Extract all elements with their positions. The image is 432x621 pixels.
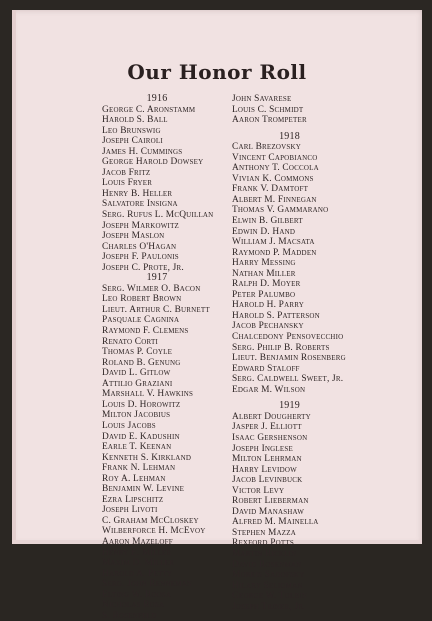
honor-roll-name: C. Graham McCloskey: [102, 515, 199, 526]
honor-roll-name: Isaac Gershenson: [232, 432, 308, 443]
honor-roll-name: Harry Messing: [232, 258, 296, 269]
honor-roll-name: Jacob Pechansky: [232, 321, 304, 332]
honor-roll-name: Edward Staloff: [232, 363, 300, 374]
honor-roll-name: Roland B. Genung: [102, 357, 181, 368]
honor-roll-name: Edwin D. Hand: [232, 226, 296, 237]
honor-roll-name: Joseph C. Prote, Jr.: [102, 262, 184, 273]
honor-roll-name: Marshall V. Hawkins: [102, 389, 194, 400]
honor-roll-name: Leo Brunswig: [102, 125, 161, 136]
honor-roll-name: Renato Corti: [102, 336, 158, 347]
document-page: [12, 10, 422, 621]
honor-roll-name: Aaron Mazeloff: [102, 536, 173, 547]
honor-roll-name: Lieut. Arthur C. Burnett: [102, 304, 210, 315]
honor-roll-name: Serg. Philip B. Roberts: [232, 342, 330, 353]
honor-roll-name: Milton Jacobius: [102, 410, 171, 421]
honor-roll-name: George C. Aronstamm: [102, 104, 196, 115]
honor-roll-name: Carl Brezovsky: [232, 142, 301, 153]
honor-roll-name: Attilio Graziani: [102, 378, 173, 389]
honor-roll-name: Joseph Inglese: [232, 443, 293, 454]
honor-roll-name: David Rosenman: [232, 559, 302, 570]
honor-roll-name: Harry Levidow: [232, 464, 297, 475]
honor-roll-name: Thomas P. Coyle: [102, 347, 173, 358]
honor-roll-name: Harold S. Patterson: [232, 310, 320, 321]
honor-roll-name: Harold A. Petty: [102, 568, 173, 579]
honor-roll-name: William J. Macsata: [232, 237, 315, 248]
honor-roll-name: Leo Robert Brown: [102, 294, 182, 305]
honor-roll-name: Henry E. Miller: [102, 547, 172, 558]
honor-roll-name: Frank V. Damtoft: [232, 184, 309, 195]
honor-roll-name: Earle T. Keenan: [102, 442, 172, 453]
honor-roll-name: Anthony T. Coccola: [232, 163, 319, 174]
honor-roll-name: Victor Levy: [232, 485, 285, 496]
honor-roll-name: Kenneth S. Kirkland: [102, 452, 192, 463]
honor-roll-name: Rexford Potts: [232, 538, 294, 549]
honor-roll-name: Serg. John Renneman: [102, 579, 193, 590]
honor-roll-name: James H. Cummings: [102, 146, 183, 157]
honor-roll-name: Elwin B. Gilbert: [232, 216, 303, 227]
honor-roll-name: Chalcedony Pensovecchio: [232, 332, 344, 343]
honor-roll-left-column: [102, 94, 252, 621]
honor-roll-name: Joseph Markowitz: [102, 220, 180, 231]
honor-roll-name: Harold S. Ball: [102, 115, 168, 126]
honor-roll-name: Ralph D. Moyer: [232, 279, 301, 290]
honor-roll-name: Peter Palumbo: [232, 289, 296, 300]
honor-roll-name: Pasquale Cagnina: [102, 315, 180, 326]
year-heading: 1918: [279, 130, 300, 142]
honor-roll-name: Raymond P. Madden: [232, 247, 317, 258]
year-heading: 1916: [146, 93, 168, 104]
honor-roll-name: John Savarese: [232, 94, 292, 104]
honor-roll-name: David E. Kadushin: [102, 431, 180, 442]
honor-roll-name: Albert M. Finnegan: [232, 194, 317, 205]
honor-roll-name: Louis Jacobs: [102, 420, 156, 431]
honor-roll-name: Joseph Triner, Jr.: [232, 601, 306, 612]
honor-roll-name: Milton Lehrman: [232, 454, 302, 465]
honor-roll-name: Nicholas Rosa: [102, 600, 165, 611]
honor-roll-name: Ezra Lipschitz: [102, 494, 164, 505]
honor-roll-name: Albert Dougherty: [232, 411, 311, 422]
honor-roll-name: Joseph F. Paulonis: [102, 252, 179, 263]
honor-roll-name: Wilberforce H. McEvoy: [102, 526, 206, 537]
honor-roll-name: Nathan Miller: [232, 268, 296, 279]
honor-roll-name: Stephen Mazza: [232, 527, 296, 538]
honor-roll-name: Jasper J. Elliott: [232, 422, 302, 433]
honor-roll-name: Robert Lieberman: [232, 496, 309, 507]
honor-roll-name: Serg. Rufus L. McQuillan: [102, 210, 214, 221]
honor-roll-name: Joseph Maslon: [102, 231, 165, 242]
honor-roll-name: Edgar M. Wilson: [232, 384, 306, 395]
honor-roll-name: Vincent Capobianco: [232, 152, 318, 163]
honor-roll-name: Thomas V. Gammarano: [232, 205, 329, 216]
honor-roll-name: Louis D. Horowitz: [102, 399, 181, 410]
honor-roll-name: Joseph Cairoli: [102, 136, 163, 147]
year-heading: 1917: [146, 272, 168, 284]
honor-roll-name: Joseph Livoti: [102, 505, 158, 516]
honor-roll-name: Roy A. Lehman: [102, 473, 166, 484]
honor-roll-name: Elting W. Roosa: [102, 589, 172, 600]
honor-roll-name: Frank N. Lehman: [102, 463, 176, 474]
page-spine: [12, 10, 16, 544]
honor-roll-name: Hilary Seligman: [232, 580, 303, 591]
honor-roll-name: Louis C. Schmidt: [232, 104, 304, 115]
page-title: Our Honor Roll: [127, 60, 307, 84]
honor-roll-name: Serg. Wilmer O. Bacon: [102, 283, 201, 294]
honor-roll-name: Martin Ricklin: [232, 548, 297, 559]
honor-roll-right-column: [232, 94, 412, 612]
honor-roll-name: S. Rosenfeld: [102, 610, 157, 621]
honor-roll-name: Louis Fryer: [102, 178, 153, 189]
honor-roll-name: Aaron Trompeter: [232, 115, 307, 126]
honor-roll-name: Morris Sadofsky: [232, 570, 305, 581]
honor-roll-name: Charles O'Hagan: [102, 241, 177, 252]
honor-roll-name: Jacob Levinbuck: [232, 475, 303, 486]
honor-roll-name: Benjamin W. Levine: [102, 484, 185, 495]
honor-roll-name: David L. Gitlow: [102, 368, 171, 379]
honor-roll-name: Maxim D. Miller: [102, 558, 174, 569]
honor-roll-name: Harold H. Parry: [232, 300, 304, 311]
honor-roll-name: Henry B. Heller: [102, 188, 173, 199]
honor-roll-name: Lieut. Benjamin Rosenberg: [232, 353, 346, 364]
honor-roll-name: Serg. Caldwell Sweet, Jr.: [232, 374, 344, 385]
honor-roll-name: Jacob Fritz: [102, 167, 151, 178]
honor-roll-name: George Harold Dowsey: [102, 157, 204, 168]
year-heading: 1919: [279, 400, 300, 412]
honor-roll-name: Vivian K. Commons: [232, 173, 314, 184]
honor-roll-name: Salvatore Insigna: [102, 199, 178, 210]
honor-roll-name: Alfred M. Mainella: [232, 517, 319, 528]
honor-roll-name: David Manashaw: [232, 506, 305, 517]
honor-roll-name: George W. Tolbin: [232, 591, 308, 602]
honor-roll-name: Raymond F. Clemens: [102, 326, 189, 337]
